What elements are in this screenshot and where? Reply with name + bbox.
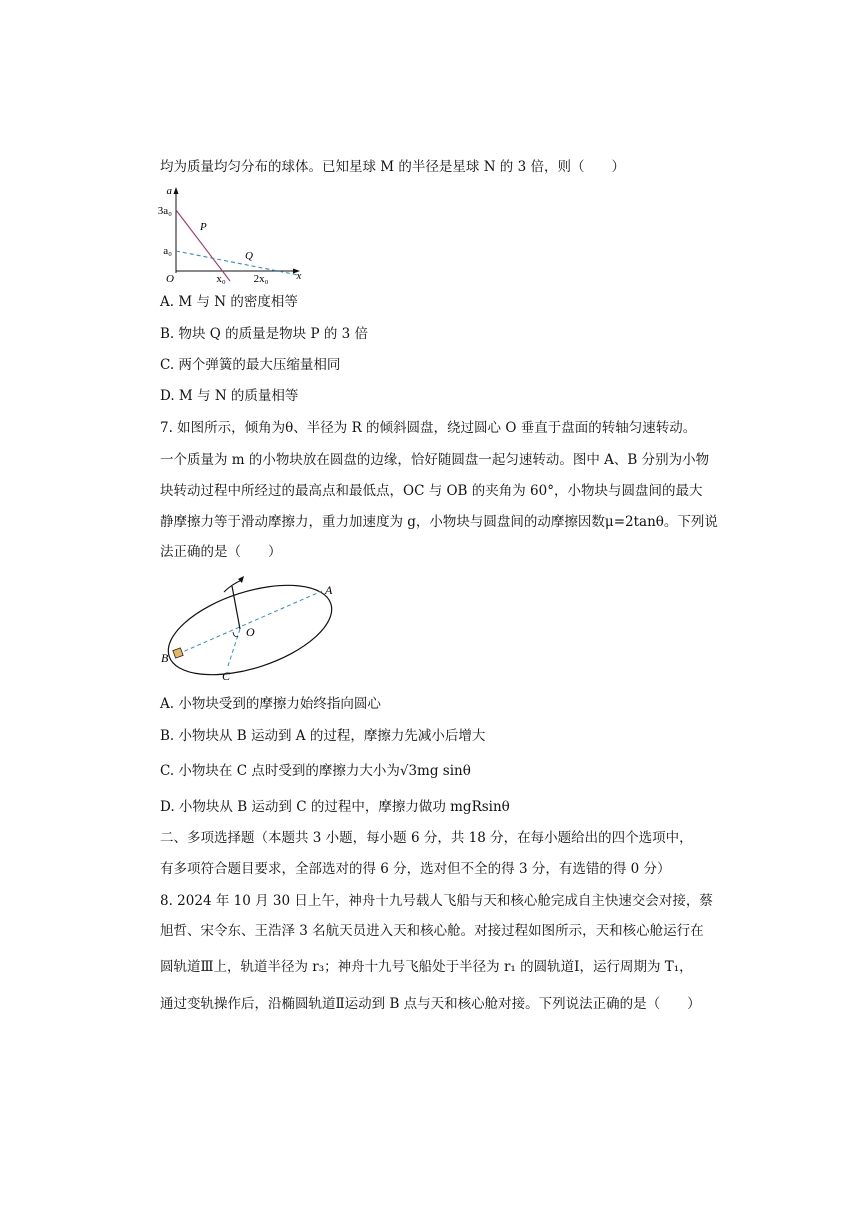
label-q: Q bbox=[245, 250, 253, 262]
tick-3a0: 3a₀ bbox=[158, 205, 172, 217]
tick-a0: a₀ bbox=[163, 245, 172, 257]
q7-stem-5: 法正确的是（ ） bbox=[160, 544, 282, 560]
rotation-axis bbox=[232, 586, 240, 629]
q8-stem-4: 通过变轨操作后，沿椭圆轨道Ⅱ运动到 B 点与天和核心舱对接。下列说法正确的是（ ） bbox=[160, 996, 701, 1012]
q7-option-b: B. 小物块从 B 运动到 A 的过程，摩擦力先减小后增大 bbox=[160, 728, 486, 744]
q6-graph bbox=[158, 183, 318, 288]
label-p: P bbox=[200, 221, 207, 233]
y-axis-label: a bbox=[166, 185, 172, 197]
q7-stem-3: 块转动过程中所经过的最高点和最低点，OC 与 OB 的夹角为 60°，小物块与圆盘间的最大 bbox=[160, 483, 703, 499]
q8-stem-2: 旭哲、宋令东、王浩泽 3 名航天员进入天和核心舱。对接过程如图所示，天和核心舱运行在 bbox=[160, 923, 704, 939]
diameter-ba bbox=[178, 591, 322, 654]
q6-option-d: D. M 与 N 的质量相等 bbox=[160, 388, 299, 404]
q7-figure bbox=[158, 570, 358, 686]
label-b: B bbox=[161, 651, 169, 665]
q7-stem-1: 7. 如图所示，倾角为θ、半径为 R 的倾斜圆盘，绕过圆心 O 垂直于盘面的转轴匀速转动。 bbox=[160, 420, 697, 436]
q6-option-a: A. M 与 N 的密度相等 bbox=[160, 294, 298, 310]
q7-option-c: C. 小物块在 C 点时受到的摩擦力大小为√3mg sinθ bbox=[160, 763, 471, 779]
label-a: A bbox=[325, 583, 333, 597]
section2-line-2: 有多项符合题目要求，全部选对的得 6 分，选对但不全的得 3 分，有选错的得 0 分） bbox=[160, 861, 671, 877]
q8-stem-1: 8. 2024 年 10 月 30 日上午，神舟十九号载人飞船与天和核心舱完成自主快速交会对接，蔡 bbox=[160, 893, 713, 909]
rotation-arrowhead bbox=[238, 576, 244, 583]
label-c: C bbox=[222, 669, 231, 683]
section2-line-1: 二、多项选择题（本题共 3 小题，每小题 6 分，共 18 分，在每小题给出的四个选项中， bbox=[160, 830, 693, 846]
q6-option-c: C. 两个弹簧的最大压缩量相同 bbox=[160, 357, 341, 373]
origin-label: O bbox=[166, 273, 174, 285]
y-axis-arrow bbox=[174, 187, 179, 194]
angle-mark bbox=[233, 632, 238, 637]
tick-2x0: 2x₀ bbox=[253, 273, 269, 285]
q7-option-a: A. 小物块受到的摩擦力始终指向圆心 bbox=[160, 696, 381, 712]
q7-stem-4: 静摩擦力等于滑动摩擦力，重力加速度为 g，小物块与圆盘间的动摩擦因数μ=2tanθ。下列说 bbox=[160, 514, 718, 530]
q8-stem-3: 圆轨道Ⅲ上，轨道半径为 r₃；神舟十九号飞船处于半径为 r₁ 的圆轨道Ⅰ，运行周期为 T₁， bbox=[160, 959, 693, 975]
q6-stem: 均为质量均匀分布的球体。已知星球 M 的半径是星球 N 的 3 倍，则（ ） bbox=[160, 159, 625, 175]
tick-x0: x₀ bbox=[216, 273, 226, 285]
q6-option-b: B. 物块 Q 的质量是物块 P 的 3 倍 bbox=[160, 326, 368, 342]
x-axis-label: x bbox=[296, 270, 302, 282]
label-o: O bbox=[246, 625, 255, 639]
q7-option-d: D. 小物块从 B 运动到 C 的过程中，摩擦力做功 mgRsinθ bbox=[160, 799, 510, 815]
q7-stem-2: 一个质量为 m 的小物块放在圆盘的边缘，恰好随圆盘一起匀速转动。图中 A、B 分别为小物 bbox=[160, 452, 710, 468]
small-block bbox=[173, 648, 183, 658]
